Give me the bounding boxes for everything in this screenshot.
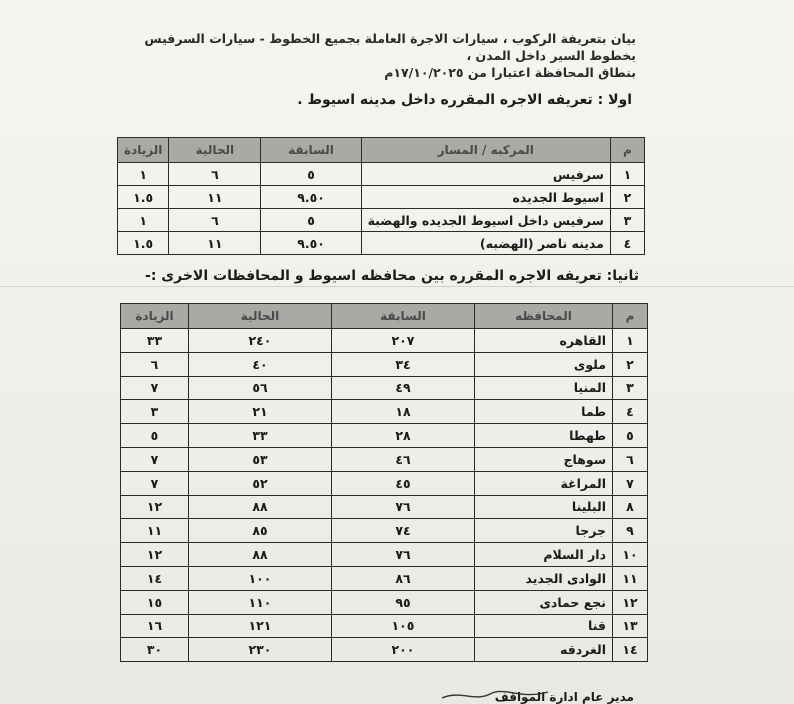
row-increase: ٣٣ [121,329,189,353]
row-previous-fare: ٤٩ [332,376,475,400]
table-row [121,638,648,662]
row-previous-fare: ٢٨ [332,424,475,448]
table-row [121,471,648,495]
row-previous-fare: ٢٠٧ [332,329,475,353]
row-previous-fare: ٧٤ [332,519,475,543]
row-current-fare: ٦ [169,209,261,232]
row-increase: ١٢ [121,495,189,519]
table-row [121,495,648,519]
header-line-2: بنطاق المحافظة اعتبارا من ١٧/١٠/٢٠٢٥م [384,65,636,80]
row-name: سرفيس داخل اسيوط الجديده والهضبة [361,209,610,232]
row-current-fare: ٨٨ [189,543,332,567]
row-name: طما [475,400,613,424]
row-index: ٣ [613,376,648,400]
table-row [121,543,648,567]
intercity-fare-table [120,303,648,662]
table-row [121,614,648,638]
row-previous-fare: ٥ [261,209,361,232]
table-row [121,400,648,424]
table-header-row [118,138,645,163]
row-current-fare: ٥٣ [189,447,332,471]
row-name: دار السلام [475,543,613,567]
row-current-fare: ٢١ [189,400,332,424]
table-row [121,519,648,543]
row-increase: ١.٥ [118,232,169,255]
row-name: طهطا [475,424,613,448]
row-previous-fare: ٤٦ [332,447,475,471]
row-current-fare: ٤٠ [189,352,332,376]
row-index: ٣ [610,209,644,232]
document-header [116,30,636,81]
row-current-fare: ١٠٠ [189,566,332,590]
row-name: الوادى الجديد [475,566,613,590]
row-current-fare: ٦ [169,163,261,186]
row-increase: ١٦ [121,614,189,638]
row-current-fare: ٨٥ [189,519,332,543]
table-row [118,232,645,255]
row-name: الغردقه [475,638,613,662]
row-current-fare: ١١٠ [189,590,332,614]
col-header-current: الحالية [189,304,332,329]
row-name: نجع حمادى [475,590,613,614]
row-increase: ١ [118,209,169,232]
col-header-current: الحالية [169,138,261,163]
row-previous-fare: ٢٠٠ [332,638,475,662]
row-index: ٢ [610,186,644,209]
row-index: ١٢ [613,590,648,614]
row-name: ملوى [475,352,613,376]
row-increase: ١١ [121,519,189,543]
header-line-1: بيان بتعريفة الركوب ، سيارات الاجرة العاملة بجميع الخطوط - سيارات السرفيس بخطوط السير داخل المدن ، [144,31,636,63]
table-row [118,186,645,209]
row-index: ٧ [613,471,648,495]
row-name: سوهاج [475,447,613,471]
col-header-increase: الزيادة [118,138,169,163]
row-previous-fare: ٨٦ [332,566,475,590]
paper-fold-line [0,286,794,287]
row-increase: ٧ [121,447,189,471]
row-increase: ١ [118,163,169,186]
city-fare-table-body [118,163,645,255]
row-previous-fare: ٩.٥٠ [261,232,361,255]
intercity-fare-table-body [121,329,648,662]
row-current-fare: ١٢١ [189,614,332,638]
section2-title: ثانيا: تعريفه الاجره المقرره بين محافظه اسيوط و المحافظات الاخرى :- [145,268,639,284]
row-name: المنيا [475,376,613,400]
table-row [121,376,648,400]
row-name: مدينه ناصر (الهضبه) [361,232,610,255]
row-index: ٥ [613,424,648,448]
row-increase: ١٢ [121,543,189,567]
row-name: المراغة [475,471,613,495]
row-current-fare: ٢٤٠ [189,329,332,353]
table-row [121,590,648,614]
row-current-fare: ٥٦ [189,376,332,400]
row-name: جرجا [475,519,613,543]
table-row [121,329,648,353]
row-name: القاهره [475,329,613,353]
row-current-fare: ١١ [169,232,261,255]
city-fare-table [117,137,645,255]
col-header-increase: الزيادة [121,304,189,329]
row-previous-fare: ٩.٥٠ [261,186,361,209]
row-index: ١١ [613,566,648,590]
row-previous-fare: ٧٦ [332,543,475,567]
section1-title: اولا : تعريفه الاجره المقرره داخل مدينه اسيوط . [297,92,632,108]
row-name: قنا [475,614,613,638]
row-index: ١٣ [613,614,648,638]
col-header-index: م [610,138,644,163]
row-current-fare: ٣٣ [189,424,332,448]
row-current-fare: ١١ [169,186,261,209]
row-previous-fare: ٧٦ [332,495,475,519]
table-row [121,566,648,590]
row-increase: ١.٥ [118,186,169,209]
row-previous-fare: ٤٥ [332,471,475,495]
footer-signatory: مدير عام ادارة المواقف [494,690,634,704]
row-index: ٤ [610,232,644,255]
row-index: ١ [613,329,648,353]
row-index: ٩ [613,519,648,543]
row-increase: ٥ [121,424,189,448]
col-header-route: المركبه / المسار [361,138,610,163]
row-previous-fare: ٥ [261,163,361,186]
col-header-previous: السابقة [261,138,361,163]
row-index: ١٤ [613,638,648,662]
row-name: اسيوط الجديده [361,186,610,209]
table-row [118,163,645,186]
row-previous-fare: ١٠٥ [332,614,475,638]
table-header-row [121,304,648,329]
row-index: ١ [610,163,644,186]
table-row [118,209,645,232]
row-increase: ١٥ [121,590,189,614]
row-previous-fare: ٣٤ [332,352,475,376]
row-increase: ٦ [121,352,189,376]
row-increase: ٧ [121,376,189,400]
row-index: ٢ [613,352,648,376]
col-header-index: م [613,304,648,329]
row-name: سرفيس [361,163,610,186]
col-header-governorate: المحافظه [475,304,613,329]
row-previous-fare: ١٨ [332,400,475,424]
row-increase: ١٤ [121,566,189,590]
col-header-previous: السابقة [332,304,475,329]
table-row [121,352,648,376]
row-index: ٨ [613,495,648,519]
row-previous-fare: ٩٥ [332,590,475,614]
row-increase: ٣ [121,400,189,424]
row-index: ٦ [613,447,648,471]
row-increase: ٧ [121,471,189,495]
row-name: البلينا [475,495,613,519]
table-row [121,447,648,471]
row-index: ١٠ [613,543,648,567]
handwritten-signature [440,686,550,704]
row-current-fare: ٥٢ [189,471,332,495]
row-current-fare: ٨٨ [189,495,332,519]
table-row [121,424,648,448]
row-index: ٤ [613,400,648,424]
row-current-fare: ٢٣٠ [189,638,332,662]
row-increase: ٣٠ [121,638,189,662]
